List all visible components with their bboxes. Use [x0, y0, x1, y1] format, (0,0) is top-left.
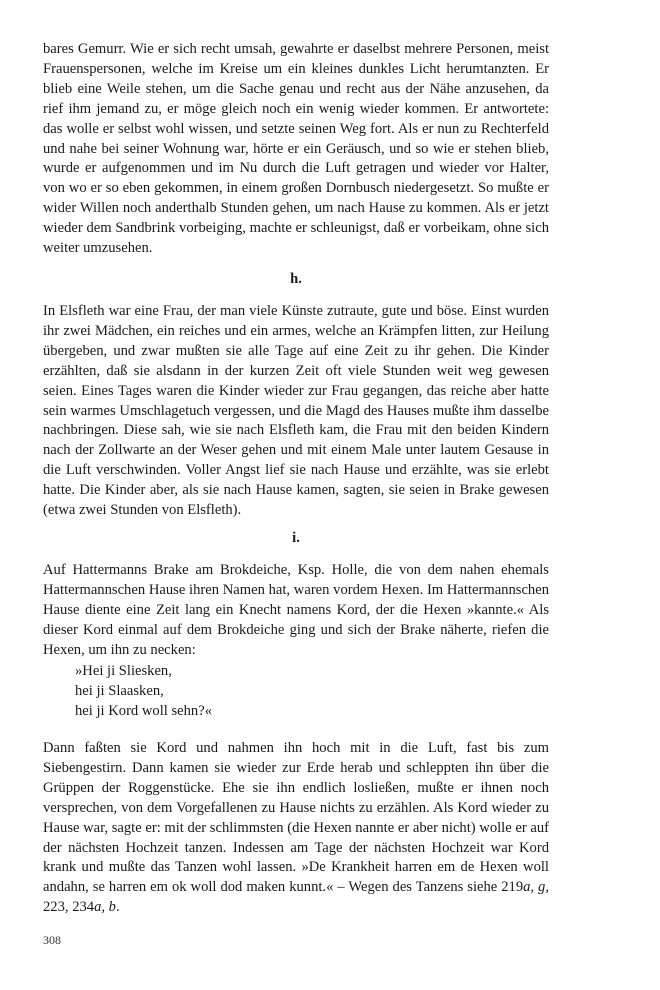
crossref-italic-b: a, b [94, 899, 116, 916]
crossref-end: . [115, 899, 120, 916]
crossref-italic-a: a, g, [523, 879, 549, 896]
paragraph-section-h: In Elsfleth war eine Frau, der man viele Künste zutraute, gute und böse. Einst wurden ihr zwei Mädchen, ein reiches und ein armes, welche an Krämpfen litten, zur Heilung übergeben, und zwar mußten sie alle Tage auf eine Zeit zu ihr gehen. Die Kinder erzählten, daß sie alsdann in der kurzen Zeit oft viele Stunden weit weg gewesen seien. Eines Tages waren die Kinder wieder zur Frau gegangen, das reiche aber hatte sein warmes Umschlagetuch vergessen, und die Magd des Hauses mußte ihm dasselbe nachbringen. Diese sah, wie sie nach Elsfleth kam, die Frau mit den beiden Kindern nach der Zollwarte an der Weser gehen und mit einem Male unter lautem Gesause in die Luft verschwinden. Voller Angst lief sie nach Hause und erzählte, was sie erlebt hatte. Die Kinder aber, als sie nach Hause kamen, sagten, sie seien in Brake gewesen (etwa zwei Stunden von Elsfleth). [43, 303, 549, 519]
section-heading-i: i. [292, 530, 300, 546]
verse-line: »Hei ji Sliesken, [75, 663, 172, 679]
crossref-mid: 223, 234 [43, 899, 95, 916]
verse-line: hei ji Slaasken, [75, 682, 164, 699]
verse-line: hei ji Kord woll sehn?« [75, 702, 212, 719]
section-heading-h: h. [290, 271, 302, 287]
paragraph-text: Dann faßten sie Kord und nahmen ihn hoch mit in die Luft, fast bis zum Siebengestirn. Dann kamen sie wieder zur Erde herab und schleppten ihn über die Grüppen der Roggenstücke. Ehe sie ihn endlich losließen, mußte er ihnen noch versprechen, von dem Vorgefallenen zu Hause nichts zu erzählen. Als Kord wieder zu Hause war, sagte er: mit der schlimmsten (die Hexen nannte er aber nicht) wolle er auf der nächsten Hochzeit tanzen. Indessen am Tage der nächsten Hochzeit war Kord krank und mußte das Tanzen wohl lassen. »De Krankheit harren em de Hexen woll andahn, se harren em ok woll dod maken kunnt.« – [43, 740, 549, 896]
paragraph-section-i-intro: Auf Hattermanns Brake am Brokdeiche, Ksp. Holle, die von dem nahen ehemals Hattermannschen Hause ihren Namen hat, waren vordem Hexen. Im Hattermannschen Hause diente eine Zeit lang ein Knecht namens Kord, der die Hexen »kannte.« Als dieser Kord einmal auf dem Brokdeiche ging und sich der Brake näherte, riefen die Hexen, um ihn zu necken: [43, 562, 549, 658]
paragraph-section-g: bares Gemurr. Wie er sich recht umsah, gewahrte er daselbst mehrere Personen, meist Frauenspersonen, welche im Kreise um ein kleines dunkles Licht herumtanzten. Er blieb eine Weile stehen, um die Sache genau und recht aus der Nähe anzusehen, da rief ihm jemand zu, er möge gleich noch ein wenig wieder kommen. Er antwortete: das wolle er selbst wohl wissen, und setzte seinen Weg fort. Als er nun zu Rechterfeld und nahe bei seiner Wohnung war, hörte er ein Geräusch, und so wie er stehen blieb, wurde er aufgenommen und im Nu durch die Luft getragen und wieder vor Halter, von wo er so eben gekommen, in einem großen Dornbusch niedergesetzt. So mußte er wider Willen noch anderthalb Stunden gehen, um nach Hause zu kommen. Als er jetzt wieder dem Sandbrink vorbeiging, machte er schleunigst, daß er vorbeikam, ohne sich weiter umzusehen. [43, 41, 549, 257]
verse-block [75, 662, 549, 722]
crossref-prefix: Wegen des Tanzens siehe 219 [348, 879, 524, 896]
paragraph-section-i-after [43, 739, 549, 918]
page-number: 308 [43, 933, 61, 947]
